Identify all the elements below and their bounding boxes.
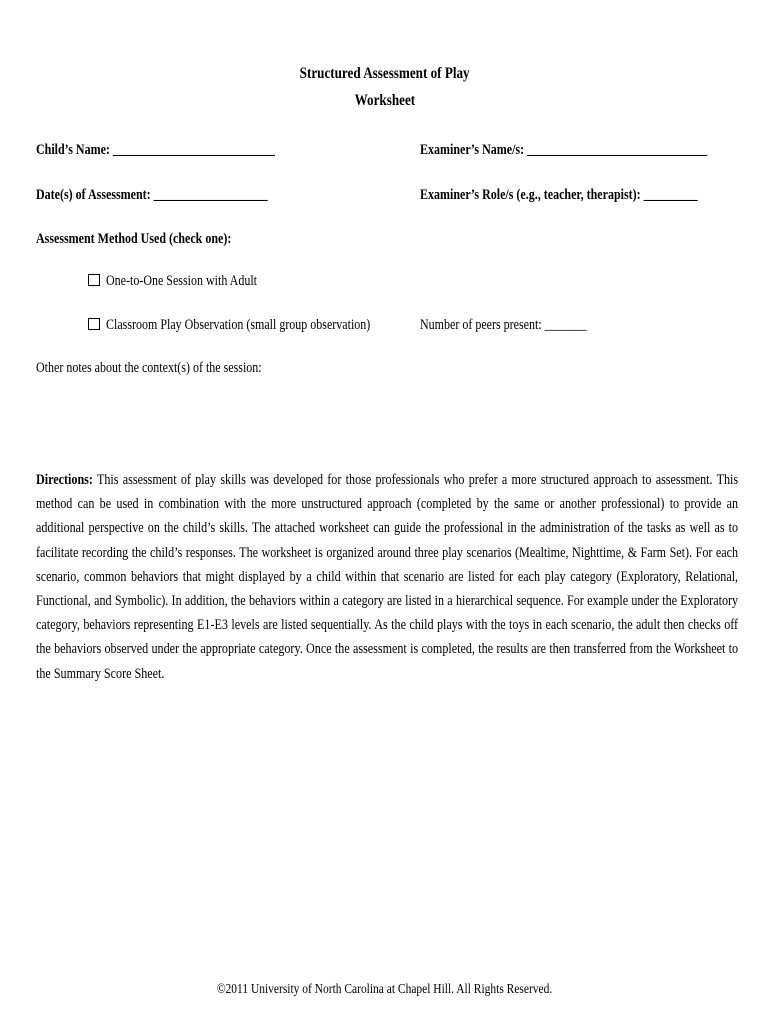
document-subtitle: Worksheet xyxy=(354,92,416,109)
method-heading: Assessment Method Used (check one): xyxy=(36,231,232,247)
checkbox-icon[interactable] xyxy=(88,274,100,286)
childs-name-field[interactable]: Child’s Name: ___________________________ xyxy=(36,142,275,158)
other-notes-label: Other notes about the context(s) of the session: xyxy=(36,360,262,376)
directions-text: This assessment of play skills was developed for those professionals who prefer a more structured approach to assessment. This method can be used in combination with the more unstructured approach (completed by the same or another professional) to provide an additional perspective on the child’s skills. The attached worksheet can guide the professional in the administration of the tasks as well as to facilitate recording the child’s responses. The worksheet is organized around three play scenarios (Mealtime, Nighttime, & Farm Set). For each scenario, common behaviors that might displayed by a child within that scenario are listed for each play category (Exploratory, Relational, Functional, and Symbolic). In addition, the behaviors within a category are listed in a hierarchical sequence. For example under the Exploratory category, behaviors representing E1-E3 levels are listed sequentially. As the child plays with the toys in each scenario, the adult then checks off the behaviors observed under the appropriate category. Once the assessment is completed, the results are then transferred from the Worksheet to the Summary Score Sheet. xyxy=(36,472,739,682)
checkbox-icon[interactable] xyxy=(88,318,100,330)
peers-present-field[interactable]: Number of peers present: _______ xyxy=(420,317,587,333)
document-title: Structured Assessment of Play xyxy=(300,65,470,82)
date-of-assessment-field[interactable]: Date(s) of Assessment: ___________________ xyxy=(36,187,268,203)
examiners-role-field[interactable]: Examiner’s Role/s (e.g., teacher, therapist): _________ xyxy=(420,187,698,203)
examiners-name-field[interactable]: Examiner’s Name/s: ______________________________ xyxy=(420,142,708,158)
method-option-one-to-one[interactable]: One-to-One Session with Adult xyxy=(88,273,295,290)
directions-label: Directions: xyxy=(36,472,93,488)
directions-paragraph xyxy=(36,468,738,686)
copyright-footer: ©2011 University of North Carolina at Chapel Hill. All Rights Reserved. xyxy=(217,982,553,997)
method-option-classroom[interactable]: Classroom Play Observation (small group observation) xyxy=(88,317,436,334)
